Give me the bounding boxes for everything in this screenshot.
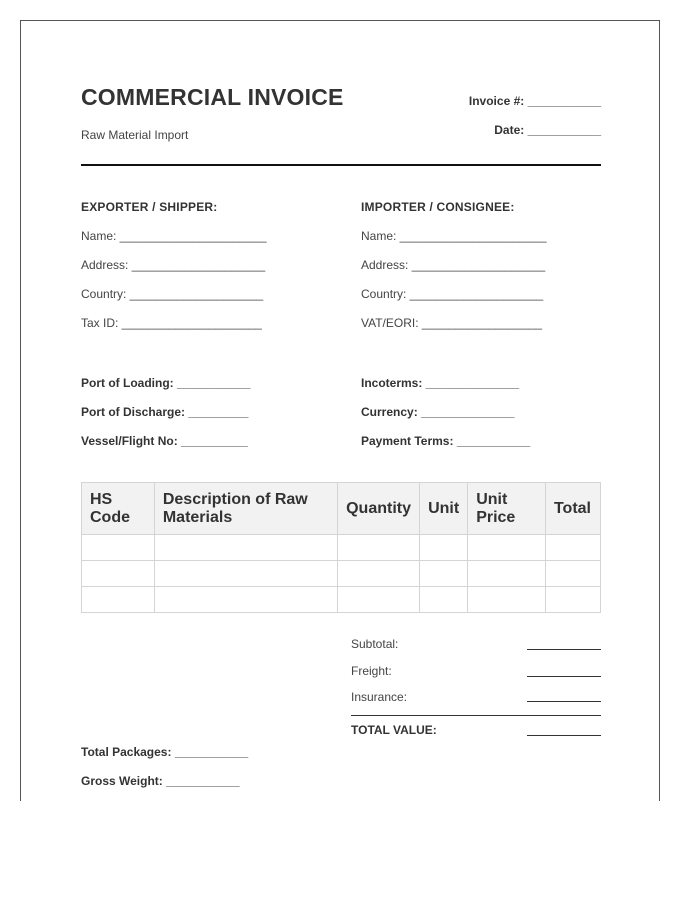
vessel-flight-field[interactable]: Vessel/Flight No: __________ [81, 434, 248, 448]
total-value-line[interactable] [527, 735, 601, 736]
table-cell[interactable] [545, 535, 600, 561]
table-cell[interactable] [154, 587, 337, 613]
column-header-total: Total [545, 483, 600, 535]
table-cell[interactable] [82, 561, 155, 587]
table-cell[interactable] [468, 535, 546, 561]
exporter-heading: EXPORTER / SHIPPER: [81, 200, 218, 214]
table-cell[interactable] [420, 535, 468, 561]
port-of-loading-field[interactable]: Port of Loading: ___________ [81, 376, 251, 390]
exporter-name-field[interactable]: Name: ______________________ [81, 229, 267, 243]
freight-line[interactable] [527, 676, 601, 677]
table-row [82, 535, 601, 561]
table-cell[interactable] [420, 587, 468, 613]
table-row [82, 561, 601, 587]
freight-label: Freight: [351, 664, 392, 678]
table-cell[interactable] [468, 561, 546, 587]
incoterms-field[interactable]: Incoterms: ______________ [361, 376, 520, 390]
port-of-discharge-field[interactable]: Port of Discharge: _________ [81, 405, 249, 419]
importer-heading: IMPORTER / CONSIGNEE: [361, 200, 515, 214]
total-value-label: TOTAL VALUE: [351, 723, 437, 737]
table-cell[interactable] [338, 561, 420, 587]
subtotal-label: Subtotal: [351, 637, 399, 651]
table-cell[interactable] [154, 535, 337, 561]
currency-field[interactable]: Currency: ______________ [361, 405, 515, 419]
table-cell[interactable] [154, 561, 337, 587]
date-field[interactable]: Date: ___________ [494, 123, 601, 137]
subtotal-line[interactable] [527, 649, 601, 650]
items-table [81, 482, 601, 613]
exporter-country-field[interactable]: Country: ____________________ [81, 287, 264, 301]
table-cell[interactable] [82, 535, 155, 561]
column-header-description: Description of Raw Materials [154, 483, 337, 535]
importer-vat-field[interactable]: VAT/EORI: __________________ [361, 316, 543, 330]
gross-weight-field[interactable]: Gross Weight: ___________ [81, 774, 240, 788]
total-packages-field[interactable]: Total Packages: ___________ [81, 745, 249, 759]
header-divider [81, 164, 601, 166]
column-header-unit-price: Unit Price [468, 483, 546, 535]
importer-address-field[interactable]: Address: ____________________ [361, 258, 546, 272]
totals-divider [351, 715, 601, 716]
invoice-number-field[interactable]: Invoice #: ___________ [468, 94, 601, 108]
table-cell[interactable] [338, 587, 420, 613]
column-header-quantity: Quantity [338, 483, 420, 535]
table-cell[interactable] [338, 535, 420, 561]
table-cell[interactable] [468, 587, 546, 613]
page-title: COMMERCIAL INVOICE [81, 84, 344, 110]
exporter-address-field[interactable]: Address: ____________________ [81, 258, 266, 272]
table-cell[interactable] [420, 561, 468, 587]
importer-country-field[interactable]: Country: ____________________ [361, 287, 544, 301]
importer-name-field[interactable]: Name: ______________________ [361, 229, 547, 243]
table-cell[interactable] [545, 561, 600, 587]
page-subtitle: Raw Material Import [81, 128, 189, 142]
column-header-unit: Unit [420, 483, 468, 535]
insurance-line[interactable] [527, 701, 601, 702]
insurance-label: Insurance: [351, 690, 408, 704]
payment-terms-field[interactable]: Payment Terms: ___________ [361, 434, 531, 448]
column-header-hs-code: HS Code [82, 483, 155, 535]
table-row [82, 587, 601, 613]
table-cell[interactable] [545, 587, 600, 613]
table-header-row [82, 483, 601, 535]
exporter-tax-id-field[interactable]: Tax ID: _____________________ [81, 316, 262, 330]
table-cell[interactable] [82, 587, 155, 613]
